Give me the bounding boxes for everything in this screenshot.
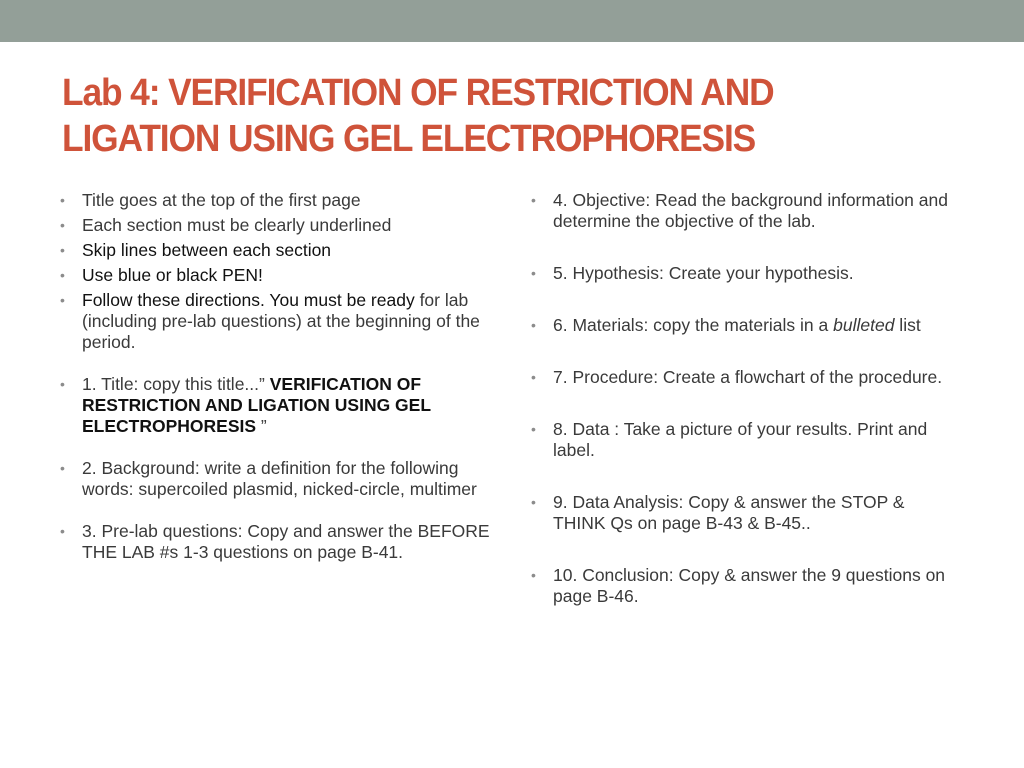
list-item-text: 2. Background: write a definition for the following words: supercoiled plasmid, nicked-circle, multimer [82, 458, 477, 499]
list-item-italic-text: bulleted [833, 315, 895, 335]
list-item [60, 290, 500, 353]
bullet-dot-icon: • [60, 523, 65, 539]
list-item-text: Use blue or black PEN! [82, 265, 263, 285]
list-item [60, 190, 500, 211]
slide-title-line-1: Lab 4: VERIFICATION OF RESTRICTION AND [62, 72, 774, 114]
list-item [531, 492, 961, 534]
list-item-text: 7. Procedure: Create a flowchart of the procedure. [553, 367, 943, 387]
bullet-dot-icon: • [531, 369, 536, 385]
bullet-dot-icon: • [60, 376, 65, 392]
list-item-text: 5. Hypothesis: Create your hypothesis. [553, 263, 854, 283]
list-item-text: 4. Objective: Read the background information and determine the objective of the lab. [553, 190, 948, 231]
list-item [60, 265, 500, 286]
bullet-dot-icon: • [60, 192, 65, 208]
list-item [531, 565, 961, 607]
list-item-bold-title: VERIFICATION OF RESTRICTION AND LIGATION USING GEL ELECTROPHORESIS [82, 374, 431, 436]
list-item-text: 8. Data : Take a picture of your results. Print and label. [553, 419, 928, 460]
bullet-dot-icon: • [531, 317, 536, 333]
left-bullet-list [60, 190, 500, 584]
bullet-dot-icon: • [531, 192, 536, 208]
top-accent-bar [0, 0, 1024, 42]
list-item [531, 190, 961, 232]
list-item-text: Follow these directions. You must be ready [82, 290, 415, 310]
bullet-dot-icon: • [60, 267, 65, 283]
list-item-text: Each section must be clearly underlined [82, 215, 392, 235]
list-item-text: 9. Data Analysis: Copy & answer the STOP & THINK Qs on page B-43 & B-45.. [553, 492, 905, 533]
list-item [531, 315, 961, 336]
bullet-dot-icon: • [60, 217, 65, 233]
list-item [60, 521, 500, 563]
list-item-text: 6. Materials: copy the materials in a [553, 315, 834, 335]
list-item [531, 263, 961, 284]
bullet-dot-icon: • [531, 421, 536, 437]
list-item [60, 240, 500, 261]
list-item-text: list [894, 315, 921, 335]
list-item [531, 367, 961, 388]
list-item-text: Title goes at the top of the first page [82, 190, 361, 210]
list-item [60, 458, 500, 500]
list-item [60, 215, 500, 236]
list-item [531, 419, 961, 461]
list-item-text: 1. Title: copy this title...” [82, 374, 270, 394]
bullet-dot-icon: • [531, 265, 536, 281]
list-item [60, 374, 500, 437]
list-item-text: for lab (including pre-lab questions) at the beginning of the period. [82, 290, 480, 352]
bullet-dot-icon: • [531, 567, 536, 583]
right-bullet-list [531, 190, 961, 638]
bullet-dot-icon: • [60, 460, 65, 476]
bullet-dot-icon: • [60, 292, 65, 308]
list-item-text: 10. Conclusion: Copy & answer the 9 questions on page B-46. [553, 565, 946, 606]
list-item-text: 3. Pre-lab questions: Copy and answer the BEFORE THE LAB #s 1-3 questions on page B-41. [82, 521, 490, 562]
bullet-dot-icon: • [531, 494, 536, 510]
bullet-dot-icon: • [60, 242, 65, 258]
slide-title [62, 70, 899, 162]
list-item-text: Skip lines between each section [82, 240, 332, 260]
list-item-text: ” [256, 416, 267, 436]
slide-title-line-2: LIGATION USING GEL ELECTROPHORESIS [62, 118, 756, 160]
